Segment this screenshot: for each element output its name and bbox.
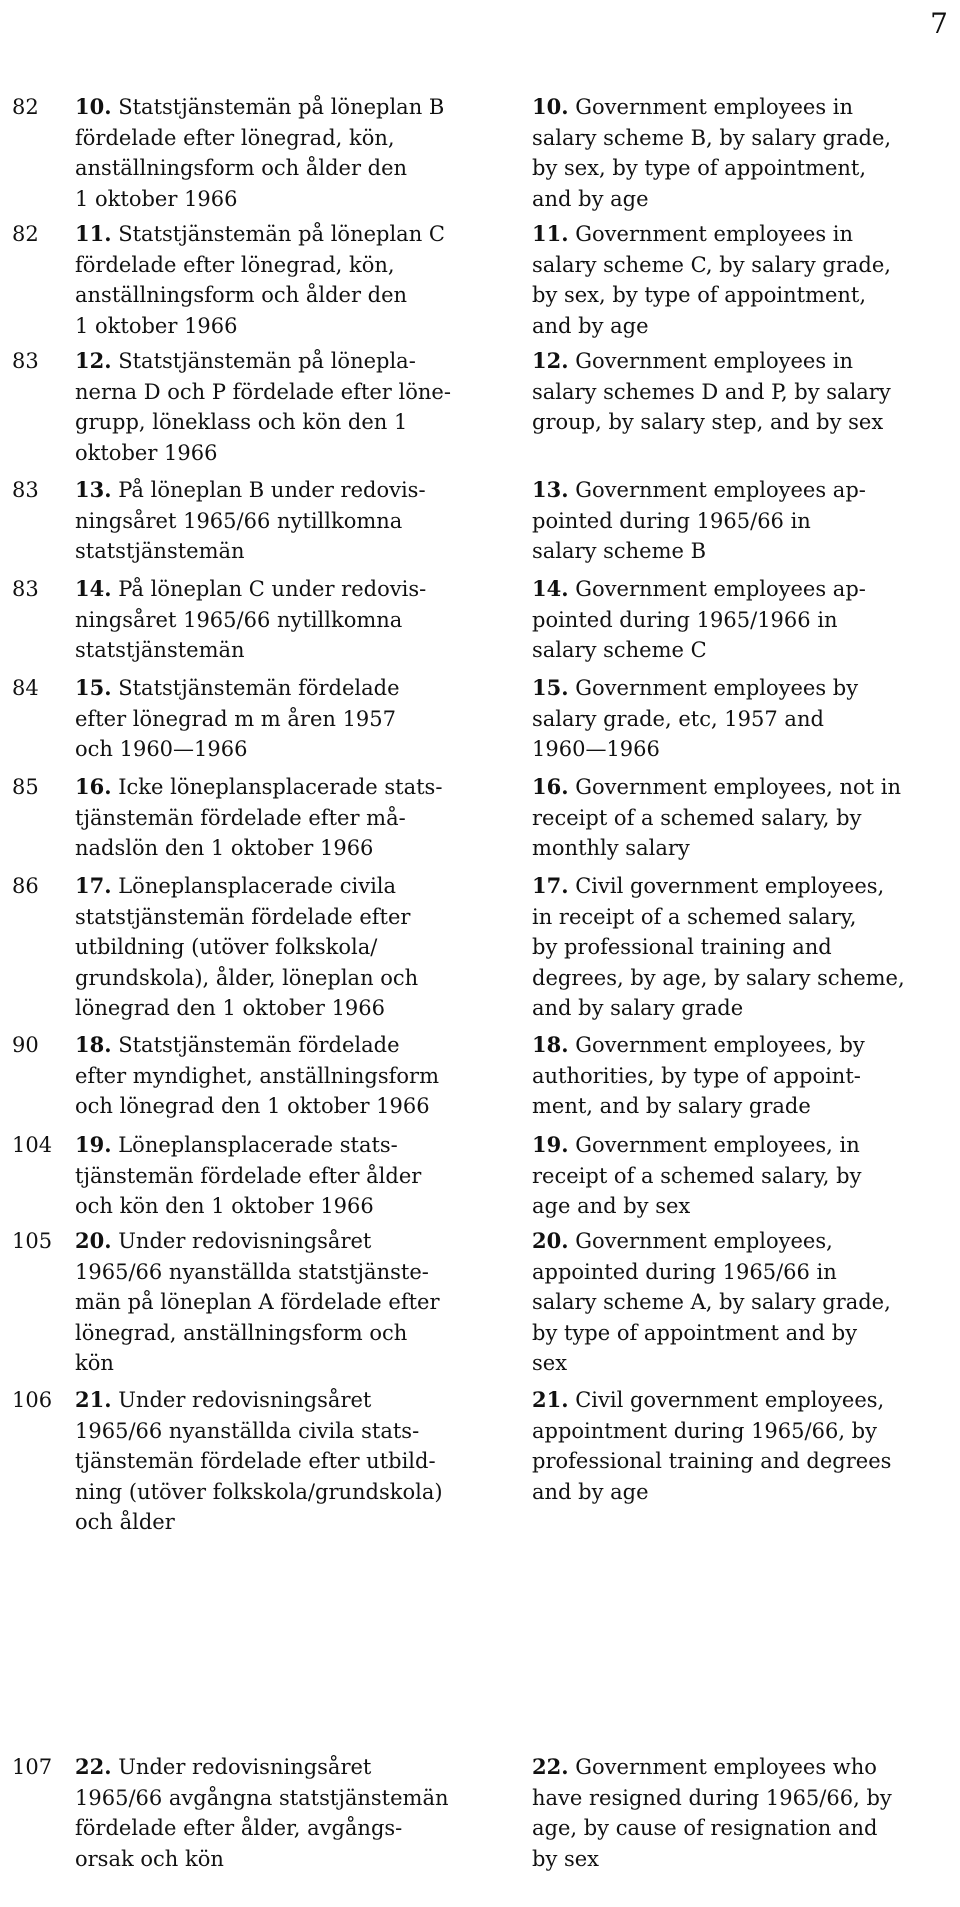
english-text: Civil government employees, in receipt of a schemed salary, by professional training and degrees, by age, by salary scheme, and by salary grade [532,874,905,1020]
english-title [532,1752,956,1874]
entry-number: 15. [75,675,112,700]
page-reference: 106 [12,1388,53,1412]
page-reference: 83 [12,478,39,502]
swedish-title [75,772,505,864]
english-title [532,1130,956,1222]
swedish-text: Under redovisningsåret 1965/66 avgångna statstjänstemän fördelade efter ålder, avgångs- orsak och kön [75,1755,449,1871]
english-text: Government employees, appointed during 1965/66 in salary scheme A, by salary grade, by type of appointment and by sex [532,1229,891,1375]
swedish-title [75,1030,505,1122]
english-title [532,1385,956,1507]
page-reference: 85 [12,775,39,799]
english-title [532,1226,956,1379]
page-reference: 86 [12,874,39,898]
swedish-text: Under redovisningsåret 1965/66 nyanställda statstjänste- män på löneplan A fördelade efter lönegrad, anställningsform och kön [75,1229,440,1375]
english-text: Government employees by salary grade, etc, 1957 and 1960—1966 [532,676,859,761]
page-reference: 83 [12,349,39,373]
english-title [532,475,956,567]
swedish-title [75,346,505,468]
entry-number: 14. [75,576,112,601]
english-title [532,673,956,765]
english-text: Government employees in salary schemes D and P, by salary group, by salary step, and by sex [532,349,891,434]
swedish-title [75,574,505,666]
english-title [532,772,956,864]
swedish-text: Statstjänstemän fördelade efter myndighet, anställningsform och lönegrad den 1 oktober 1966 [75,1033,439,1118]
page-reference: 105 [12,1229,53,1253]
swedish-text: Löneplansplacerade civila statstjänstemän fördelade efter utbildning (utöver folkskola/ grundskola), ålder, löneplan och lönegrad den 1 oktober 1966 [75,874,419,1020]
entry-number: 16. [75,774,112,799]
page-reference: 107 [12,1755,53,1779]
entry-number: 19. [75,1132,112,1157]
entry-number: 22. [532,1754,569,1779]
swedish-title [75,475,505,567]
english-title [532,346,956,438]
swedish-title [75,673,505,765]
swedish-title [75,1130,505,1222]
english-text: Government employees ap- pointed during 1965/1966 in salary scheme C [532,577,866,662]
entry-number: 21. [532,1387,569,1412]
english-title [532,871,956,1024]
entry-number: 11. [532,221,569,246]
entry-number: 10. [75,94,112,119]
swedish-text: Löneplansplacerade stats- tjänstemän fördelade efter ålder och kön den 1 oktober 1966 [75,1133,422,1218]
entry-number: 21. [75,1387,112,1412]
swedish-title [75,871,505,1024]
page-reference: 84 [12,676,39,700]
english-text: Government employees ap- pointed during 1965/66 in salary scheme B [532,478,866,563]
page-number: 7 [930,7,948,40]
page-reference: 83 [12,577,39,601]
entry-number: 12. [75,348,112,373]
swedish-text: Statstjänstemän på löneplan C fördelade efter lönegrad, kön, anställningsform och ålder den 1 oktober 1966 [75,222,445,338]
entry-number: 17. [532,873,569,898]
english-text: Government employees, in receipt of a schemed salary, by age and by sex [532,1133,862,1218]
swedish-title [75,1752,505,1874]
entry-number: 18. [75,1032,112,1057]
swedish-text: Under redovisningsåret 1965/66 nyanställda civila stats- tjänstemän fördelade efter utbild- ning (utöver folkskola/grundskola) och ålder [75,1388,443,1534]
entry-number: 18. [532,1032,569,1057]
english-text: Government employees who have resigned during 1965/66, by age, by cause of resignation and by sex [532,1755,892,1871]
english-text: Government employees, not in receipt of a schemed salary, by monthly salary [532,775,902,860]
entry-number: 12. [532,348,569,373]
entry-number: 16. [532,774,569,799]
page-reference: 82 [12,222,39,246]
entry-number: 13. [532,477,569,502]
page-reference: 82 [12,95,39,119]
page-reference: 104 [12,1133,53,1157]
swedish-title [75,1385,505,1538]
swedish-text: Statstjänstemän på lönepla- nerna D och P fördelade efter löne- grupp, löneklass och kön den 1 oktober 1966 [75,349,451,465]
entry-number: 22. [75,1754,112,1779]
swedish-text: Statstjänstemän på löneplan B fördelade efter lönegrad, kön, anställningsform och ålder den 1 oktober 1966 [75,95,445,211]
swedish-title [75,1226,505,1379]
entry-number: 10. [532,94,569,119]
entry-number: 13. [75,477,112,502]
entry-number: 11. [75,221,112,246]
entry-number: 17. [75,873,112,898]
swedish-title [75,219,505,341]
swedish-text: Statstjänstemän fördelade efter lönegrad m m åren 1957 och 1960—1966 [75,676,400,761]
page-reference: 90 [12,1033,39,1057]
english-text: Government employees in salary scheme B, by salary grade, by sex, by type of appointment, and by age [532,95,892,211]
swedish-text: På löneplan B under redovis- ningsåret 1965/66 nytillkomna statstjänstemän [75,478,426,563]
english-title [532,1030,956,1122]
entry-number: 20. [75,1228,112,1253]
english-text: Government employees, by authorities, by type of appoint- ment, and by salary grade [532,1033,865,1118]
entry-number: 15. [532,675,569,700]
english-title [532,92,956,214]
english-title [532,574,956,666]
entry-number: 20. [532,1228,569,1253]
swedish-text: På löneplan C under redovis- ningsåret 1965/66 nytillkomna statstjänstemän [75,577,427,662]
english-title [532,219,956,341]
swedish-text: Icke löneplansplacerade stats- tjänstemän fördelade efter må- nadslön den 1 oktober 1966 [75,775,443,860]
swedish-title [75,92,505,214]
entry-number: 14. [532,576,569,601]
english-text: Government employees in salary scheme C, by salary grade, by sex, by type of appointment, and by age [532,222,891,338]
english-text: Civil government employees, appointment during 1965/66, by professional training and degrees and by age [532,1388,892,1504]
entry-number: 19. [532,1132,569,1157]
